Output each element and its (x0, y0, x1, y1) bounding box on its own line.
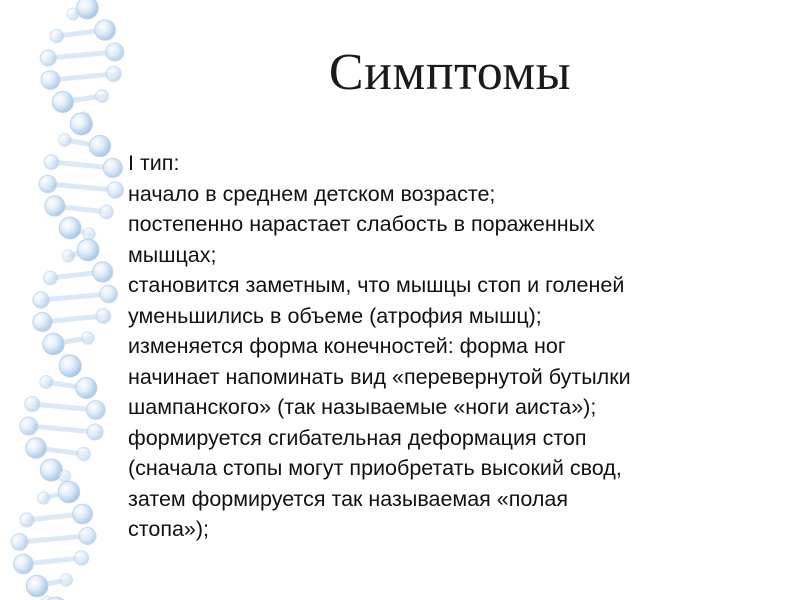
dna-node (43, 333, 64, 354)
dna-node (79, 527, 96, 544)
list-line: I тип: (128, 151, 180, 175)
dna-node (39, 175, 57, 193)
dna-node (70, 113, 92, 135)
dna-node (93, 262, 113, 282)
dna-node (59, 217, 81, 239)
dna-node (103, 158, 122, 177)
dna-node (87, 424, 103, 440)
dna-node (100, 285, 118, 303)
dna-node (74, 551, 88, 565)
list-line: (сначала стопы могут приобретать высокий свод, (128, 456, 622, 480)
dna-rung (48, 184, 116, 190)
dna-node (77, 239, 99, 261)
dna-node (25, 396, 40, 411)
dna-node (106, 43, 124, 61)
dna-node (50, 29, 63, 42)
dna-node (96, 309, 111, 324)
dna-node (52, 92, 73, 113)
dna-node (41, 71, 60, 90)
dna-node (44, 155, 59, 170)
dna-node (77, 0, 99, 19)
dna-node (67, 8, 79, 20)
dna-rung (29, 426, 95, 432)
dna-node (11, 534, 28, 551)
dna-node (89, 135, 110, 156)
dna-node (83, 228, 95, 240)
dna-node (59, 470, 71, 482)
list-line: уменьшились в объеме (атрофия мышц); (128, 303, 542, 328)
dna-node (107, 182, 123, 198)
dna-node (26, 438, 47, 459)
list-line: начало в среднем детском возрасте; (128, 181, 496, 206)
dna-node (40, 50, 56, 66)
dna-node (20, 513, 34, 527)
list-line: мышцах; (128, 242, 217, 267)
list-line: изменяется форма конечностей: форма ног (128, 334, 566, 358)
dna-node (96, 90, 109, 103)
dna-node (95, 20, 116, 41)
dna-node (62, 250, 74, 262)
list-line: стопа»); (128, 517, 210, 541)
dna-node (58, 481, 80, 503)
list-line: постепенно нарастает слабость в пораженных (128, 212, 595, 236)
dna-node (14, 554, 34, 574)
dna-rung (20, 536, 88, 542)
dna-rung (41, 294, 109, 300)
dna-rung (48, 52, 115, 58)
list-line: формируется сгибательная деформация стоп (128, 425, 587, 450)
dna-node (59, 355, 81, 377)
list-line: шампанского» (так называемые «ноги аиста»); (128, 395, 597, 419)
dna-node (20, 417, 38, 435)
dna-node (106, 66, 121, 81)
symptom-list (128, 148, 778, 545)
dna-node (45, 196, 65, 216)
list-line: начинает напоминать вид «перевернутой бутылки (128, 364, 631, 389)
dna-node (60, 574, 72, 586)
dna-node (26, 575, 48, 597)
dna-node (77, 447, 90, 460)
list-line: затем формируется так называемая «полая (128, 486, 569, 511)
dna-node (33, 292, 49, 308)
dna-node (76, 378, 97, 399)
dna-node (100, 205, 114, 219)
list-line: становится заметным, что мышцы стоп и голеней (128, 273, 625, 297)
dna-node (37, 492, 49, 504)
dna-node (82, 332, 95, 345)
dna-node (86, 401, 105, 420)
dna-node (59, 134, 72, 147)
dna-node (40, 376, 53, 389)
dna-node (33, 312, 52, 331)
slide-title: Симптомы (328, 44, 572, 101)
dna-node (73, 504, 93, 524)
dna-node (44, 271, 58, 285)
